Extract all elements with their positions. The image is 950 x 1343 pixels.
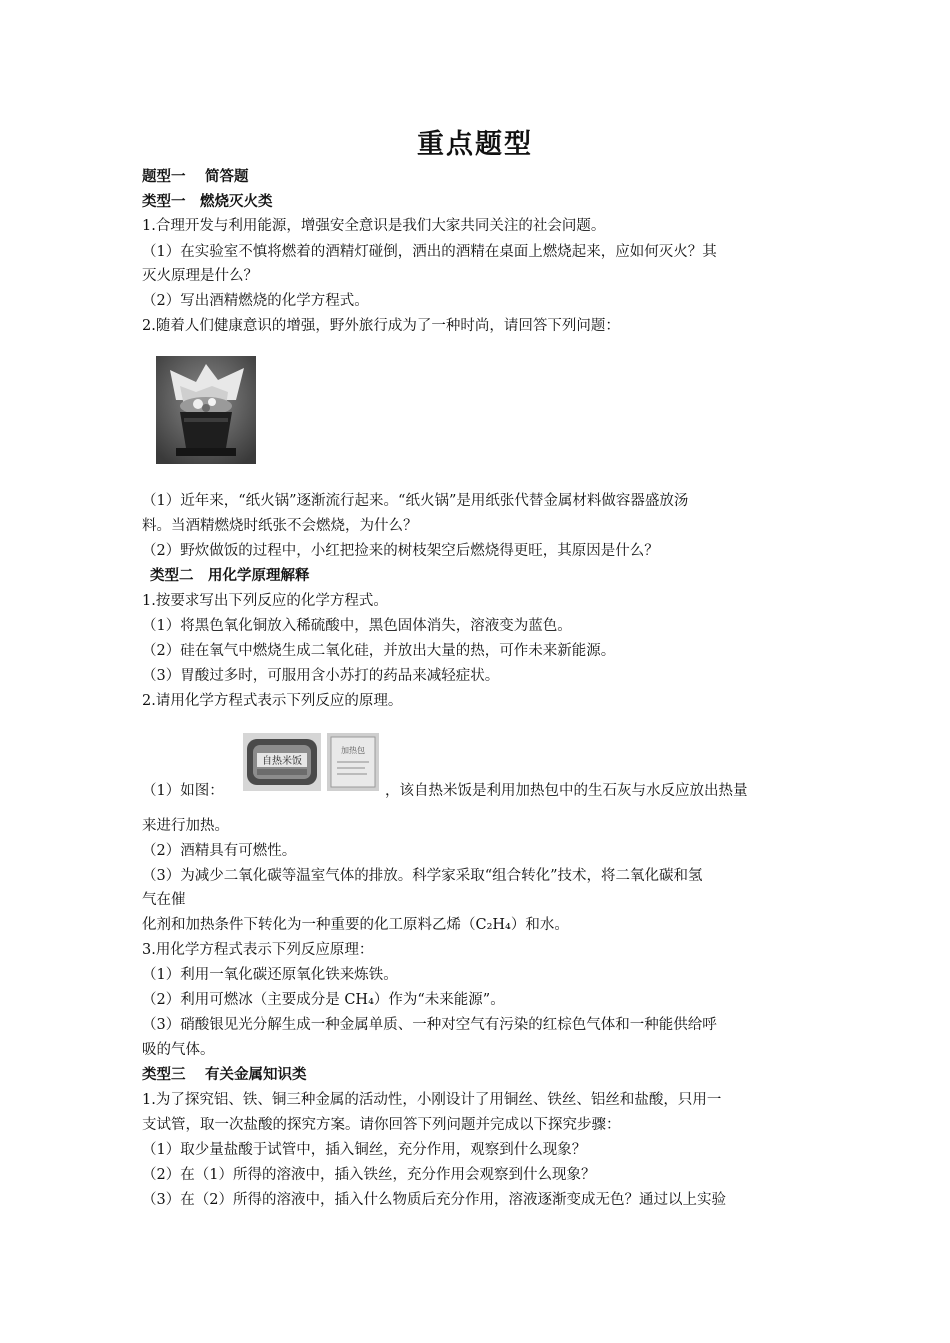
- question-line: （2）硅在氧气中燃烧生成二氧化硅，并放出大量的热，可作未来新能源。: [142, 643, 616, 659]
- question-line: 来进行加热。: [142, 818, 229, 834]
- question-line: （2）酒精具有可燃性。: [142, 843, 297, 859]
- section-heading: 题型一 简答题: [142, 168, 249, 185]
- question-line: （2）写出酒精燃烧的化学方程式。: [142, 293, 369, 309]
- question-line: 2.随着人们健康意识的增强，野外旅行成为了一种时尚，请回答下列问题：: [142, 318, 620, 334]
- type-heading: 类型三 有关金属知识类: [142, 1066, 307, 1083]
- question-line: （1）在实验室不慎将燃着的酒精灯碰倒，洒出的酒精在桌面上燃烧起来，应如何灭火？其: [142, 244, 717, 260]
- question-line: （2）野炊做饭的过程中，小红把捡来的树枝架空后燃烧得更旺，其原因是什么？: [142, 543, 659, 559]
- question-line: 3.用化学方程式表示下列反应原理：: [142, 942, 374, 958]
- question-line: （1）近年来，“纸火锅”逐渐流行起来。“纸火锅”是用纸张代替金属材料做容器盛放汤: [142, 493, 689, 509]
- page-title: 重点题型: [417, 129, 533, 160]
- question-line: （2）在（1）所得的溶液中，插入铁丝，充分作用会观察到什么现象？: [142, 1167, 596, 1183]
- question-line: （1）取少量盐酸于试管中，插入铜丝，充分作用，观察到什么现象？: [142, 1142, 587, 1158]
- question-line: （3）硝酸银见光分解生成一种金属单质、一种对空气有污染的红棕色气体和一种能供给呼: [142, 1017, 717, 1033]
- question-line: 料。当酒精燃烧时纸张不会燃烧，为什么？: [142, 518, 418, 534]
- question-line: 2.请用化学方程式表示下列反应的原理。: [142, 693, 403, 709]
- question-line: 化剂和加热条件下转化为一种重要的化工原料乙烯（C₂H₄）和水。: [142, 917, 569, 933]
- question-line: （1）将黑色氧化铜放入稀硫酸中，黑色固体消失，溶液变为蓝色。: [142, 618, 572, 634]
- rice-box-label: 自热米饭: [262, 756, 302, 767]
- question-line: 1.合理开发与利用能源，增强安全意识是我们大家共同关注的社会问题。: [142, 218, 606, 234]
- question-line: （2）利用可燃冰（主要成分是 CH₄）作为“未来能源”。: [142, 992, 505, 1008]
- question-line: 气在催: [142, 892, 186, 908]
- type-heading: 类型二 用化学原理解释: [150, 567, 310, 584]
- type-heading: 类型一 燃烧灭火类: [142, 193, 273, 210]
- question-line: 1.按要求写出下列反应的化学方程式。: [142, 593, 388, 609]
- question-line: ，该自热米饭是利用加热包中的生石灰与水反应放出热量: [385, 783, 748, 799]
- question-line: 灭火原理是什么？: [142, 268, 258, 284]
- paper-hotpot-photo: [156, 356, 256, 464]
- question-line: （3）为减少二氧化碳等温室气体的排放。科学家采取“组合转化”技术，将二氧化碳和氢: [142, 868, 703, 884]
- question-line: （1）如图：: [142, 783, 224, 799]
- heat-pack-label: 加热包: [341, 746, 365, 755]
- self-heating-rice-box-photo: [243, 733, 321, 791]
- question-line: （3）胃酸过多时，可服用含小苏打的药品来减轻症状。: [142, 668, 500, 684]
- heating-pack-photo: [327, 733, 379, 791]
- question-line: （3）在（2）所得的溶液中，插入什么物质后充分作用，溶液逐渐变成无色？通过以上实验: [142, 1192, 726, 1208]
- question-line: 支试管，取一次盐酸的探究方案。请你回答下列问题并完成以下探究步骤：: [142, 1117, 621, 1133]
- question-line: 1.为了探究铝、铁、铜三种金属的活动性，小刚设计了用铜丝、铁丝、铝丝和盐酸，只用一: [142, 1092, 722, 1108]
- question-line: 吸的气体。: [142, 1042, 215, 1058]
- question-line: （1）利用一氧化碳还原氧化铁来炼铁。: [142, 967, 398, 983]
